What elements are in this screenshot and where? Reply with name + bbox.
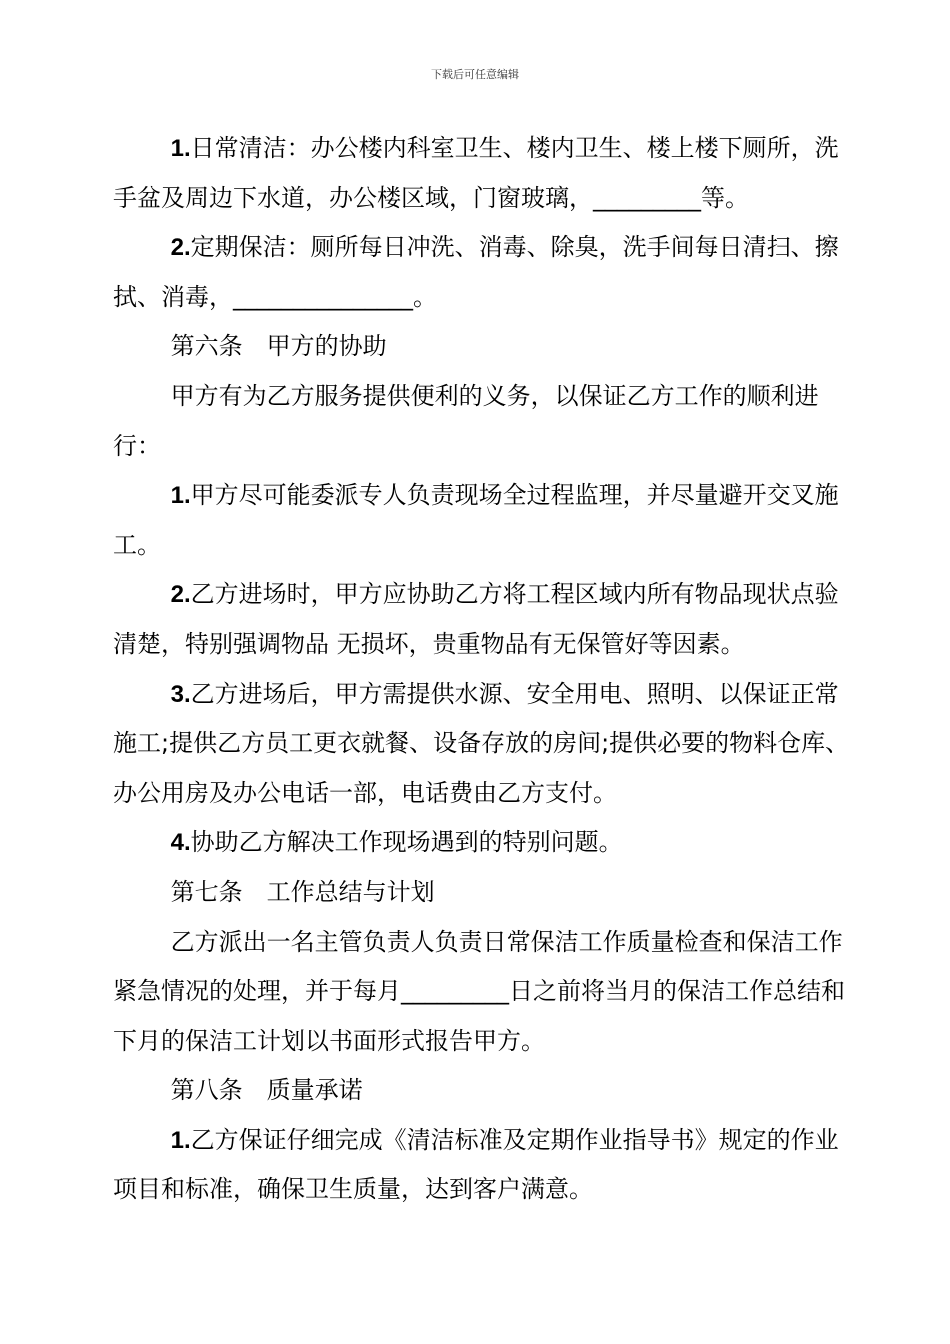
article-heading-6 bbox=[113, 322, 858, 372]
article-6-item-2 bbox=[113, 570, 858, 669]
clause-item-periodic-cleaning bbox=[113, 223, 858, 322]
item-number: 1. bbox=[170, 482, 191, 510]
document-body bbox=[113, 124, 858, 1215]
item-text: 乙方进场时，甲方应协助乙方将工程区域内所有物品现状点验清楚，特别强调物品 无损坏，贵重物品有无保管好等因素。 bbox=[113, 580, 839, 658]
item-number: 2. bbox=[170, 234, 191, 262]
item-text: 日常清洁：办公楼内科室卫生、楼内卫生、楼上楼下厕所，洗手盆及周边下水道，办公楼区域，门窗玻璃，_________等。 bbox=[113, 134, 839, 212]
item-text: 乙方进场后，甲方需提供水源、安全用电、照明、以保证正常施工;提供乙方员工更衣就餐、设备存放的房间;提供必要的物料仓库、办公用房及办公电话一部，电话费由乙方支付。 bbox=[113, 679, 850, 807]
heading-text: 第八条 质量承诺 bbox=[170, 1076, 363, 1105]
article-6-item-4 bbox=[113, 818, 858, 868]
page-header-note: 下载后可任意编辑 bbox=[431, 68, 519, 81]
article-6-item-3 bbox=[113, 670, 858, 819]
item-number: 3. bbox=[170, 680, 191, 708]
item-text: 乙方派出一名主管负责人负责日常保洁工作质量检查和保洁工作紧急情况的处理，并于每月_________日之前将当月的保洁工作总结和下月的保洁工计划以书面形式报告甲方。 bbox=[113, 927, 845, 1055]
article-6-item-1 bbox=[113, 471, 858, 570]
item-number: 2. bbox=[170, 581, 191, 609]
item-text: 乙方保证仔细完成《清洁标准及定期作业指导书》规定的作业项目和标准，确保卫生质量，达到客户满意。 bbox=[113, 1125, 839, 1204]
item-text: 甲方有为乙方服务提供便利的义务，以保证乙方工作的顺利进行： bbox=[113, 381, 819, 460]
item-number: 1. bbox=[170, 135, 191, 162]
item-number: 4. bbox=[170, 829, 191, 857]
article-8-item-1 bbox=[113, 1116, 858, 1215]
item-text: 协助乙方解决工作现场遇到的特别问题。 bbox=[190, 828, 623, 857]
item-number: 1. bbox=[170, 1126, 191, 1154]
heading-text: 第七条 工作总结与计划 bbox=[170, 877, 435, 906]
item-text: 甲方尽可能委派专人负责现场全过程监理，并尽量避开交叉施工。 bbox=[113, 481, 839, 559]
article-7-body bbox=[113, 918, 858, 1067]
item-text: 定期保洁：厕所每日冲洗、消毒、除臭，洗手间每日清扫、擦拭、消毒，_______________。 bbox=[113, 233, 839, 311]
clause-item-daily-cleaning bbox=[113, 124, 858, 223]
article-heading-8 bbox=[113, 1066, 858, 1116]
article-heading-7 bbox=[113, 868, 858, 918]
article-6-intro bbox=[113, 372, 858, 471]
heading-text: 第六条 甲方的协助 bbox=[170, 332, 387, 361]
